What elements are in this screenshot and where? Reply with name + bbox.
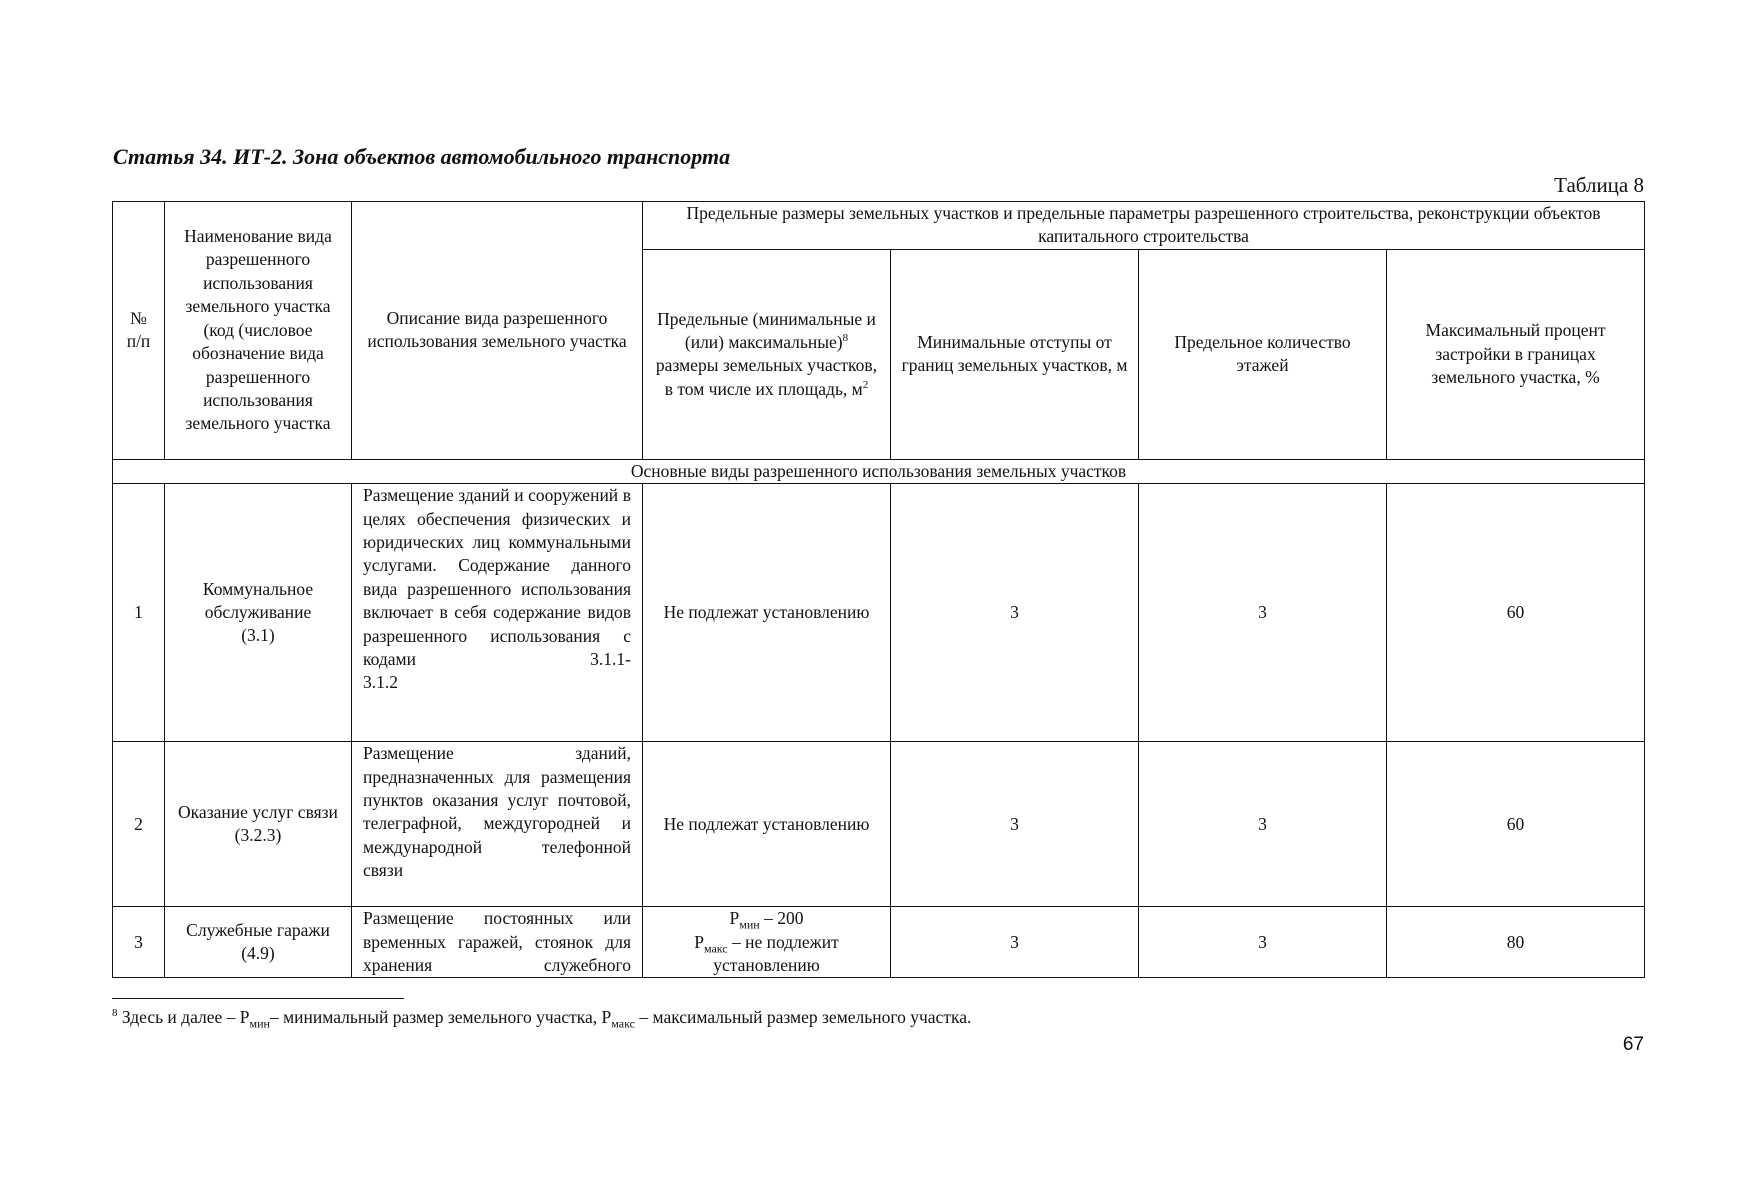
row-coverage: 80 xyxy=(1387,907,1645,978)
section-title: Основные виды разрешенного использования земельных участков xyxy=(113,459,1645,483)
size-max-subscript: макс xyxy=(703,941,728,956)
row-floors: 3 xyxy=(1139,742,1387,907)
row-description-tail: 3.1.2 xyxy=(363,672,398,693)
footnote-text-b: – минимальный размер земельного участка, Р xyxy=(269,1007,612,1027)
header-row xyxy=(113,202,1645,250)
page-number: 67 xyxy=(1622,1034,1644,1055)
row-size xyxy=(643,907,891,978)
row-size: Не подлежат установлению xyxy=(643,742,891,907)
row-code: (3.1) xyxy=(241,625,275,646)
zoning-table xyxy=(112,201,1645,978)
footnote-text-a: Здесь и далее – Р xyxy=(121,1007,250,1027)
row-num: 3 xyxy=(113,907,165,978)
row-setback: 3 xyxy=(891,742,1139,907)
table-row xyxy=(113,484,1645,742)
header-name: Наименование вида разрешенного использования земельного участка (код (числовое обозначение вида разрешенного использования земельного участка xyxy=(165,202,352,460)
row-setback: 3 xyxy=(891,484,1139,742)
row-description-text: Размещение постоянных или временных гаражей, стоянок для хранения служебного xyxy=(363,908,631,976)
row-name xyxy=(165,742,352,907)
page-title: Статья 34. ИТ-2. Зона объектов автомобильного транспорта xyxy=(113,144,731,169)
row-coverage: 60 xyxy=(1387,484,1645,742)
row-description-tail: связи xyxy=(363,860,404,881)
row-floors: 3 xyxy=(1139,907,1387,978)
header-limits-size xyxy=(643,249,891,459)
header-max-floors: Предельное количество этажей xyxy=(1139,249,1387,459)
table-row xyxy=(113,907,1645,978)
row-size: Не подлежат установлению xyxy=(643,484,891,742)
row-description xyxy=(352,907,643,978)
row-name-text: Оказание услуг связи xyxy=(178,801,338,822)
row-coverage: 60 xyxy=(1387,742,1645,907)
row-description xyxy=(352,484,643,742)
row-description-text: Размещение зданий и сооружений в целях обеспечения физических и юридических лиц коммунальными услугами. Содержание данного вида разрешенного использования включает в себя содержание видов разрешенного использования с кодами 3.1.1- xyxy=(363,485,631,670)
footnote-text-c: – максимальный размер земельного участка. xyxy=(639,1007,972,1027)
header-limits-group: Предельные размеры земельных участков и предельные параметры разрешенного строительства, реконструкции объектов капитального строительства xyxy=(643,202,1645,250)
row-size-max xyxy=(653,931,880,978)
table-row xyxy=(113,742,1645,907)
size-min-subscript: мин xyxy=(739,917,760,932)
row-description xyxy=(352,742,643,907)
header-max-coverage: Максимальный процент застройки в границах земельного участка, % xyxy=(1387,249,1645,459)
row-setback: 3 xyxy=(891,907,1139,978)
header-description: Описание вида разрешенного использования земельного участка xyxy=(352,202,643,460)
footnote-sub-a: мин xyxy=(249,1016,270,1031)
footnote-number: 8 xyxy=(112,1007,118,1020)
unit-superscript: 2 xyxy=(862,378,869,391)
footnote-divider xyxy=(112,998,404,999)
header-limits-size-post: размеры земельных участков, в том числе их площадь, м xyxy=(655,355,878,399)
row-description-text: Размещение зданий, предназначенных для размещения пунктов оказания услуг почтовой, телеграфной, междугородней и международной телефонной xyxy=(363,743,631,857)
header-num: № п/п xyxy=(113,202,165,460)
row-name-text: Служебные гаражи xyxy=(186,919,330,940)
section-row xyxy=(113,459,1645,483)
row-floors: 3 xyxy=(1139,484,1387,742)
size-min-value: – 200 xyxy=(764,908,804,929)
size-max-value: – не подлежит установлению xyxy=(713,931,839,976)
row-name xyxy=(165,484,352,742)
row-code: (3.2.3) xyxy=(234,825,282,846)
footnote-ref: 8 xyxy=(842,332,849,345)
header-min-setback: Минимальные отступы от границ земельных участков, м xyxy=(891,249,1139,459)
size-max-symbol: Р xyxy=(694,931,704,952)
row-num: 1 xyxy=(113,484,165,742)
header-limits-size-pre: Предельные (минимальные и (или) максимальные) xyxy=(657,308,876,352)
footnote xyxy=(112,1007,972,1031)
size-min-symbol: Р xyxy=(729,908,740,929)
row-name-text: Коммунальное обслуживание xyxy=(202,578,314,623)
row-num: 2 xyxy=(113,742,165,907)
table-label: Таблица 8 xyxy=(1554,173,1644,197)
footnote-sub-b: макс xyxy=(611,1016,635,1031)
row-code: (4.9) xyxy=(241,943,275,964)
row-size-min xyxy=(653,907,880,930)
row-name xyxy=(165,907,352,978)
